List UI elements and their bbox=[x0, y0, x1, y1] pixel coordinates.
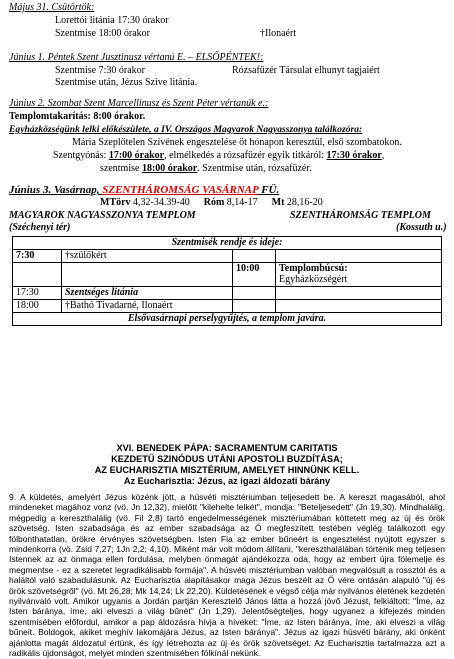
schedule-time: 7:30 bbox=[13, 250, 62, 263]
day-heading-jun2: Június 2. Szombat Szent Marcellinusz és Szent Péter vértanúk e.: bbox=[9, 98, 269, 109]
mass-line: Szentmise 7:30 órakor bbox=[55, 65, 145, 76]
table-row bbox=[13, 300, 442, 313]
schedule-intention: Templombúcsú: Egyházközségért bbox=[276, 263, 442, 287]
table-row bbox=[13, 250, 442, 263]
schedule-time: 17:30 bbox=[13, 287, 62, 300]
church-address-right: (Kossuth u.) bbox=[396, 222, 447, 233]
litany-line: Szentmise után, Jézus Szíve litánia. bbox=[55, 77, 198, 88]
cleaning-line: Templomtakarítás: 8:00 órakor. bbox=[9, 111, 146, 122]
schedule-intention: †Bathó Tivadarné, Ilonaért bbox=[62, 300, 233, 313]
readings-line: MTörv 4,32-34.39-40 Róm 8,14-17 Mt 28,16-20 bbox=[100, 197, 323, 208]
church-name-right: SZENTHÁROMSÁG TEMPLOM bbox=[290, 210, 431, 221]
article-title: XVI. BENEDEK PÁPA: SACRAMENTUM CARITATIS KEZDETŰ SZINÓDUS UTÁNI APOSTOLI BUZDÍTÁSA; AZ EUCHARISZTIA MISZTÉRIUM, AMELYET HINNÜNK KELL. Az Eucharisztia: Jézus, az igazi áldozati bárány bbox=[94, 443, 360, 486]
schedule-header: Szentmisék rendje és ideje: bbox=[13, 237, 442, 250]
church-name-left: MAGYAROK NAGYASSZONYA TEMPLOM bbox=[9, 210, 196, 221]
church-address-left: (Széchenyi tér) bbox=[9, 222, 71, 233]
mass-intention: †Ilonaért bbox=[260, 28, 297, 39]
schedule-intention: Szentséges litánia bbox=[62, 287, 233, 300]
schedule-time: 18:00 bbox=[13, 300, 62, 313]
day-heading-may31: Május 31. Csütörtök: bbox=[9, 2, 95, 13]
day-heading-jun3: Június 3. Vasárnap, SZENTHÁROMSÁG VASÁRNAP FÜ. bbox=[9, 184, 280, 196]
day-heading-jun1: Június 1. Péntek Szent Jusztinusz vértanú E. – ELSŐPÉNTEK!: bbox=[9, 52, 264, 63]
mass-schedule-table bbox=[12, 236, 442, 326]
mass-intention: Rózsafüzér Társulat elhunyt tagjaiért bbox=[232, 65, 380, 76]
table-row bbox=[13, 287, 442, 300]
schedule-intention: †szülőkért bbox=[62, 250, 233, 263]
mass-line: Szentmise 18:00 órakor bbox=[55, 28, 150, 39]
schedule-footer: Elsővasárnapi perselygyűjtés, a templom javára. bbox=[13, 313, 442, 326]
table-row bbox=[13, 263, 442, 287]
event-title: Egyházközségünk lelki előkészülete, a IV. Országos Magyarok Nagyasszonya találkozóra: bbox=[9, 124, 363, 135]
litany-line: Lorettói litánia 17:30 órakor bbox=[55, 15, 169, 26]
event-line: Szentgyónás: 17:00 órakor, elmélkedés a rózsafüzér egyik titkáról: 17:30 órakor, bbox=[53, 150, 385, 161]
article-body: 9. A küldetés, amelyért Jézus közénk jött, a húsvéti misztériumban teljesedett be. A kereszt magasából, ahol mindeneket magához vonz (vö. Jn 12,32), mielőtt "kilehelte lelkét", mondja: "Beteljesedett" (Jn 19,30). Mindhalálig, mégpedig a kereszthalálig (vö. Fil 2,8) tartó engedelmességének misztériumában köttetett meg az új és örök szövetség. Isten szabadsága és az ember szabadsága az Ő megfeszített testében véglég találkozott egy fölbonthatatlan, örökre érvényes szövetségben. Isten Fia az ember bűneért is engesztelést nyújtott egyszer s mindenkorra (vö. Zsid 7,27; 1Jn 2,2; 4,10). Miként már volt módom állítani, "kereszthalálában történik meg teljesen Istennek az az önmaga ellen fordulása, melyben önmagát ajándékozza oda, hogy az embert újra fölemelje és megmentse - ez a szeretet legradikálisabb formája". A húsvéti misztériumban valóban megvalósult a rossztól és a haláltól való szabadulásunk. Az Eucharisztia alapításakor maga Jézus beszélt az Ő vére ontásán alapuló "új és örök szövetségről" (vö. Mt 26,28; Mk 14,24; Lk 22,20). Küldetésének e végső célja már nyilvános életének kezdetén nyilvánvaló volt. Amikor ugyanis a Jordán partján Keresztelő János látta a hozzá jövő Jézust, felkiáltott: "Íme, az Isten báránya, íme, aki elveszi a világ bűnét" (Jn 1,29). Jelentőségteljes, hogy ugyanez a kifejezés minden szentmisében előfordul, amikor a pap áldozásra hívja a híveket: "Íme, az Isten báránya, íme, aki elveszi a világ bűneit. Boldogok, akiket meghív lakomájára Jézus, az Isten báránya". Jézus az igazi húsvéti bárány, aki önként ajánlotta magát áldozatul értünk, és így létrehozta az új és örök szövetséget. Az Eucharisztia tartalmazza azt a radikális újdonságot, melyet minden szentmisében fölkínál nekünk. bbox=[9, 492, 445, 659]
schedule-time: 10:00 bbox=[233, 263, 276, 287]
event-line: szentmise 18:00 órakor. Szentmise után, rózsafüzér. bbox=[100, 163, 312, 174]
event-line: Mária Szeplőtelen Szívének engesztelése öt hónapon keresztül, első szombatokon. bbox=[72, 137, 402, 148]
